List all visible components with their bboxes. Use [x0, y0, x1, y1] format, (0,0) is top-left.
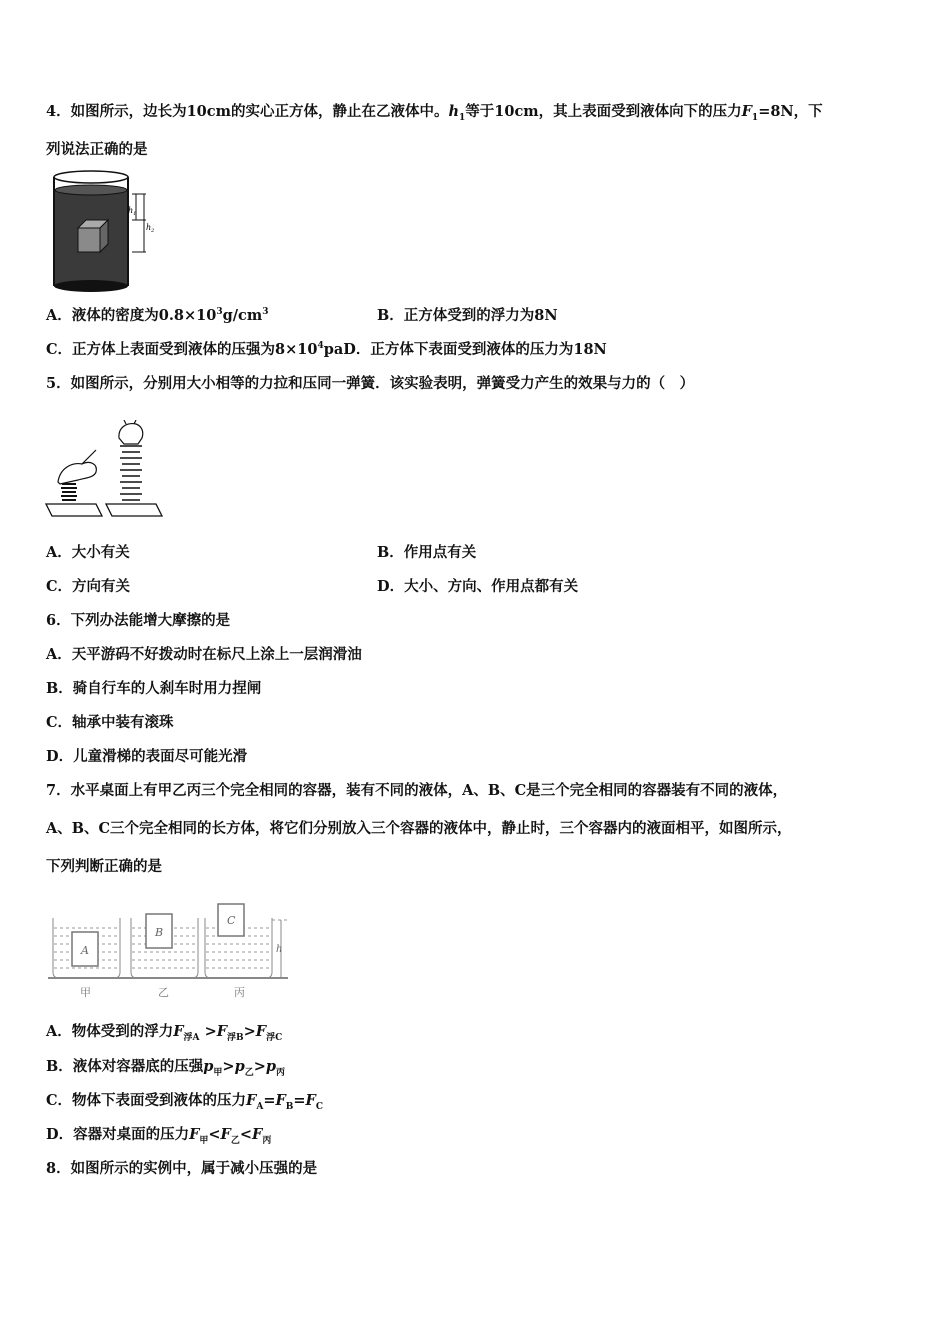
q4-option-b: B．正方体受到的浮力为8N [377, 307, 558, 324]
q4-fig-label-h2: $h_2$ [146, 223, 155, 234]
q7-figure-three-containers [48, 900, 298, 1000]
q6-option-c: C．轴承中装有滚珠 [46, 714, 174, 731]
q6-option-d: D．儿童滑梯的表面尽可能光滑 [46, 748, 248, 765]
q7-fig-label-yi: 乙 [158, 986, 169, 999]
q4-figure-cube-in-liquid [48, 168, 158, 296]
q4-option-c-d [46, 340, 607, 360]
q7-fig-label-a: A [81, 944, 89, 957]
q5-option-b: B．作用点有关 [377, 544, 477, 561]
q7-fig-label-jia: 甲 [80, 986, 91, 999]
q6-option-b: B．骑自行车的人刹车时用力捏闸 [46, 680, 262, 697]
q4-stem-line1: 4．如图所示，边长为10cm的实心正方体，静止在乙液体中。$h_1$等于10cm，其上表面受到液体向下的压力$F_1=8N$，下 [46, 103, 823, 123]
q7-option-c: C．物体下表面受到液体的压力$F_A=F_B=F_C$ [46, 1092, 324, 1112]
q6-option-a: A．天平游码不好拨动时在标尺上涂上一层润滑油 [46, 646, 362, 663]
q7-fig-label-bing: 丙 [234, 986, 245, 999]
q6-stem: 6．下列办法能增大摩擦的是 [46, 612, 231, 629]
q8-stem: 8．如图所示的实例中，属于减小压强的是 [46, 1160, 318, 1177]
q4-stem-line2: 列说法正确的是 [46, 141, 148, 158]
q5-stem: 5．如图所示，分别用大小相等的力拉和压同一弹簧．该实验表明，弹簧受力产生的效果与力的（ ） [46, 375, 695, 392]
q4-fig-label-h1: $h_1$ [128, 206, 137, 217]
q5-option-c: C．方向有关 [46, 578, 131, 595]
q7-fig-label-c: C [227, 914, 236, 927]
q4-option-a: A．液体的密度为$0.8\times 10^3g/cm^3$ [46, 307, 269, 324]
q4-option-d: D．正方体下表面受到液体的压力为18N [343, 341, 607, 358]
q5-figure-spring [44, 420, 169, 522]
q7-fig-label-h: h [276, 944, 283, 955]
q7-option-d: D．容器对桌面的压力$F_甲<F_乙<F_丙$ [46, 1126, 272, 1146]
q7-stem-line2: A、B、C三个完全相同的长方体，将它们分别放入三个容器的液体中，静止时，三个容器内的液面相平，如图所示， [46, 820, 792, 837]
q5-option-a: A．大小有关 [46, 544, 130, 561]
q5-option-d: D．大小、方向、作用点都有关 [377, 578, 579, 595]
q7-option-a: A．物体受到的浮力$F_{浮A} >F_{浮B}>F_{浮C}$ [46, 1023, 283, 1043]
q4-option-c: C．正方体上表面受到液体的压强为$8\times 10^4pa$ [46, 341, 344, 358]
q7-option-b: B．液体对容器底的压强$p_甲>p_乙>p_丙$ [46, 1058, 286, 1078]
q7-stem-line3: 下列判断正确的是 [46, 858, 162, 875]
q7-fig-label-b: B [155, 926, 164, 939]
q7-stem-line1: 7．水平桌面上有甲乙丙三个完全相同的容器，装有不同的液体，A、B、C是三个完全相同的容器装有不同的液体， [46, 782, 788, 799]
q4-number: 4． [46, 103, 71, 120]
